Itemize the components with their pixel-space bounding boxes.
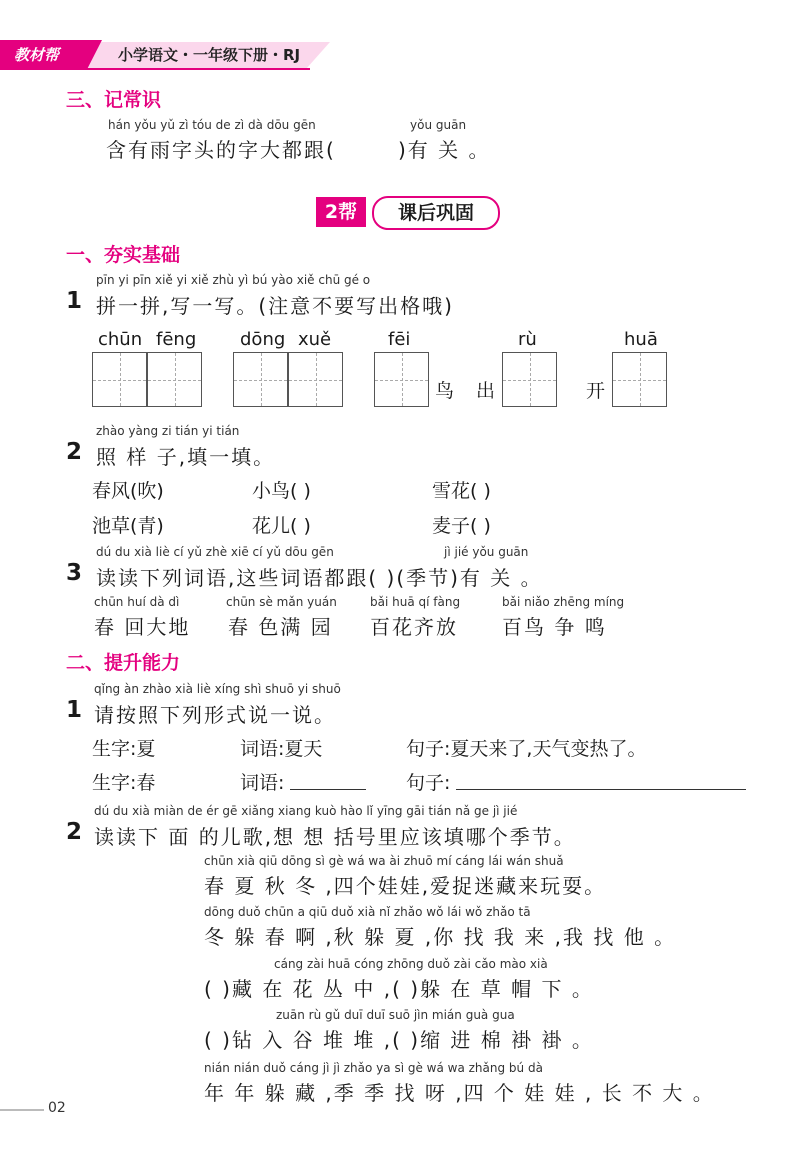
writing-box[interactable] bbox=[147, 352, 202, 407]
q2-pinyin: zhào yàng zi tián yi tián bbox=[96, 424, 240, 438]
box-pinyin-2: fēng bbox=[156, 329, 197, 350]
q1-pinyin: pīn yi pīn xiě yi xiě zhù yì bú yào xiě chū gé o bbox=[96, 273, 371, 287]
poem-line: ( )钻 入 谷 堆 堆 ,( )缩 进 棉 褂 褂 。 bbox=[204, 1028, 594, 1052]
poem-pinyin: zuān rù gǔ duī duī suō jìn mián guà gua bbox=[276, 1008, 515, 1022]
q1-text: 拼一拼,写一写。(注意不要写出格哦) bbox=[96, 294, 454, 318]
q2-item: 池草(青) bbox=[92, 515, 164, 537]
sec3-pinyin-2: yǒu guān bbox=[410, 118, 467, 132]
box-pinyin-1: chūn bbox=[98, 329, 143, 350]
word-answer-line[interactable] bbox=[290, 789, 366, 790]
poem-pinyin: cáng zài huā cóng zhōng duǒ zài cǎo mào xià bbox=[274, 957, 548, 971]
poem-pinyin: chūn xià qiū dōng sì gè wá wa ài zhuō mí cáng lái wán shuǎ bbox=[204, 854, 564, 868]
b1-row2-word: 词语: bbox=[240, 772, 285, 794]
box-pinyin-7: huā bbox=[624, 329, 658, 350]
poem-line: 冬 躲 春 啊 ,秋 躲 夏 ,你 找 我 来 ,我 找 他 。 bbox=[204, 925, 677, 949]
sentence-answer-line[interactable] bbox=[456, 789, 746, 790]
banner-label: 2帮 bbox=[316, 197, 366, 227]
b1-row1-char: 生字:夏 bbox=[92, 738, 156, 760]
box-pinyin-4: xuě bbox=[298, 329, 332, 350]
writing-box[interactable] bbox=[233, 352, 288, 407]
sec3-text-b: )有 关 。 bbox=[398, 138, 491, 162]
b1-number: 1 bbox=[66, 697, 83, 723]
q3-word: 春 回大地 bbox=[94, 615, 191, 639]
q2-number: 2 bbox=[66, 439, 83, 465]
q3-word: 百花齐放 bbox=[370, 615, 458, 639]
q3-pinyin-2: jì jié yǒu guān bbox=[444, 545, 529, 559]
writing-box[interactable] bbox=[502, 352, 557, 407]
section-1-title: 一、夯实基础 bbox=[66, 244, 181, 266]
q2-item: 麦子( ) bbox=[432, 515, 491, 537]
section-3-title: 三、记常识 bbox=[66, 89, 162, 111]
header-line bbox=[0, 68, 310, 70]
q3-word-pinyin: chūn sè mǎn yuán bbox=[226, 595, 337, 609]
q3-number: 3 bbox=[66, 560, 83, 586]
q2-item: 小鸟( ) bbox=[252, 480, 311, 502]
b1-text: 请按照下列形式说一说。 bbox=[94, 703, 336, 727]
footer-bar bbox=[0, 1109, 44, 1111]
b2-pinyin: dú du xià miàn de ér gē xiǎng xiang kuò hào lǐ yīng gāi tián nǎ ge jì jié bbox=[94, 804, 518, 818]
q2-item: 花儿( ) bbox=[252, 515, 311, 537]
q3-word-pinyin: bǎi huā qí fàng bbox=[370, 595, 461, 609]
writing-box[interactable] bbox=[612, 352, 667, 407]
q3-word-pinyin: chūn huí dà dì bbox=[94, 595, 180, 609]
q3-word: 春 色满 园 bbox=[228, 615, 333, 639]
sec3-pinyin-1: hán yǒu yǔ zì tóu de zì dà dōu gēn bbox=[108, 118, 316, 132]
b1-row2-char: 生字:春 bbox=[92, 772, 156, 794]
q2-text: 照 样 子,填一填。 bbox=[96, 445, 276, 469]
sec3-text-a: 含有雨字头的字大都跟( bbox=[106, 138, 336, 162]
poem-pinyin: nián nián duǒ cáng jì jì zhǎo ya sì gè wá wa zhǎng bú dà bbox=[204, 1061, 543, 1075]
box-pinyin-3: dōng bbox=[240, 329, 286, 350]
b2-text: 读读下 面 的儿歌,想 想 括号里应该填哪个季节。 bbox=[94, 825, 576, 849]
q2-item: 春风(吹) bbox=[92, 480, 164, 502]
char-kai: 开 bbox=[586, 380, 606, 402]
q3-text: 读读下列词语,这些词语都跟( )(季节)有 关 。 bbox=[96, 566, 543, 590]
section-2-title: 二、提升能力 bbox=[66, 652, 181, 674]
poem-line: ( )藏 在 花 丛 中 ,( )躲 在 草 帽 下 。 bbox=[204, 977, 594, 1001]
q2-item: 雪花( ) bbox=[432, 480, 491, 502]
banner-title: 课后巩固 bbox=[372, 196, 500, 230]
box-pinyin-6: rù bbox=[518, 329, 537, 350]
q3-word-pinyin: bǎi niǎo zhēng míng bbox=[502, 595, 625, 609]
b1-row1-sentence: 句子:夏天来了,天气变热了。 bbox=[406, 738, 647, 760]
b1-row2-sentence: 句子: bbox=[406, 772, 451, 794]
writing-box[interactable] bbox=[288, 352, 343, 407]
char-niao: 鸟 bbox=[435, 380, 455, 402]
header-tag: 教材帮 bbox=[14, 46, 60, 64]
b1-row1-word: 词语:夏天 bbox=[240, 738, 323, 760]
box-pinyin-5: fēi bbox=[388, 329, 411, 350]
b2-number: 2 bbox=[66, 819, 83, 845]
q3-pinyin-1: dú du xià liè cí yǔ zhè xiē cí yǔ dōu gēn bbox=[96, 545, 334, 559]
header-title: 小学语文・一年级下册・RJ bbox=[118, 46, 301, 64]
char-chu: 出 bbox=[476, 380, 496, 402]
writing-box[interactable] bbox=[374, 352, 429, 407]
b1-pinyin: qǐng àn zhào xià liè xíng shì shuō yi shuō bbox=[94, 682, 341, 696]
writing-box[interactable] bbox=[92, 352, 147, 407]
q1-number: 1 bbox=[66, 288, 83, 314]
poem-pinyin: dōng duǒ chūn a qiū duǒ xià nǐ zhǎo wǒ lái wǒ zhǎo tā bbox=[204, 905, 531, 919]
page-number: 02 bbox=[48, 1100, 66, 1116]
q3-word: 百鸟 争 鸣 bbox=[502, 615, 607, 639]
poem-line: 年 年 躲 藏 ,季 季 找 呀 ,四 个 娃 娃 , 长 不 大 。 bbox=[204, 1081, 715, 1105]
poem-line: 春 夏 秋 冬 ,四个娃娃,爱捉迷藏来玩耍。 bbox=[204, 874, 607, 898]
